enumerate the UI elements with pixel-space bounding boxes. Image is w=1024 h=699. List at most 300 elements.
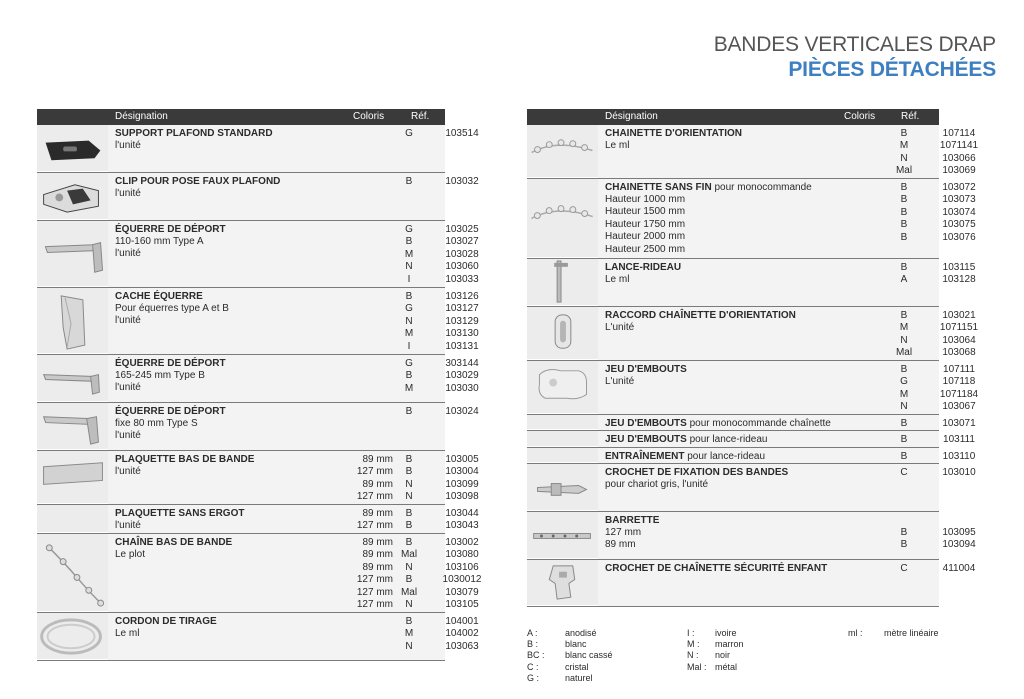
variant-reference: 103130 — [445, 328, 479, 340]
variant-reference: 103071 — [942, 418, 976, 429]
table-row — [37, 451, 479, 505]
variant-reference: 103072 — [942, 182, 976, 193]
variant-reference: 103032 — [445, 176, 479, 187]
item-description: 89 mm — [605, 539, 636, 551]
row-content — [598, 560, 976, 606]
variant-reference: 103060 — [445, 261, 479, 273]
slat-hook-icon — [527, 464, 598, 510]
item-title-text: PLAQUETTE SANS ERGOT — [115, 508, 245, 519]
variant-color-code: B — [900, 364, 908, 375]
variant-line — [108, 128, 479, 140]
item-description: Pour équerres type A et B — [115, 303, 229, 314]
variant-dimension: 89 mm — [362, 561, 393, 573]
variant-line — [598, 376, 976, 388]
variant-reference: 103080 — [445, 549, 479, 561]
legend-code: I : — [687, 628, 695, 638]
variant-reference: 103025 — [445, 224, 479, 235]
variant-color-code: M — [404, 382, 414, 394]
variant-reference: 103074 — [942, 206, 976, 218]
variant-dimension: 89 mm — [362, 508, 393, 519]
variant-line — [108, 315, 479, 328]
item-description: l'unité — [115, 315, 141, 327]
bottom-weight-plate-icon — [37, 451, 108, 503]
item-description: 127 mm — [605, 527, 642, 538]
variant-color-code: B — [900, 219, 908, 231]
header-coloris: Coloris — [353, 111, 385, 122]
item-description: Hauteur 1750 mm — [605, 218, 686, 230]
item-title-text: CROCHET DE FIXATION DES BANDES — [605, 467, 789, 478]
variant-color-code: N — [900, 401, 908, 413]
header-ref: Réf. — [901, 111, 920, 122]
variant-reference: 103064 — [942, 334, 976, 346]
pull-cord-icon — [37, 613, 108, 659]
item-description: Hauteur 1000 mm — [605, 194, 686, 205]
row-content — [108, 125, 479, 172]
item-description: 165-245 mm Type B — [115, 370, 205, 381]
variant-reference: 104001 — [445, 616, 479, 627]
variant-line — [108, 406, 479, 418]
item-description: Le plot — [115, 549, 146, 560]
variant-line — [598, 182, 976, 194]
table-row — [527, 361, 979, 415]
variant-color-code: B — [405, 520, 413, 532]
item-title-text: SUPPORT PLAFOND STANDARD — [115, 128, 273, 139]
variant-line — [598, 388, 979, 401]
variant-line — [598, 128, 976, 140]
row-content — [108, 288, 479, 354]
empty-thumbnail — [527, 448, 598, 462]
variant-reference: 103021 — [942, 310, 976, 321]
item-description: l'unité — [115, 188, 141, 199]
variant-reference: 103094 — [942, 539, 976, 551]
variant-line — [108, 454, 479, 466]
table-row — [37, 505, 479, 534]
false-ceiling-clip-icon — [37, 173, 108, 219]
variant-color-code: B — [900, 418, 908, 429]
legend-meaning: métal — [715, 661, 738, 672]
table-row — [37, 613, 479, 661]
variant-reference: 103128 — [942, 274, 976, 286]
variant-color-code: M — [899, 322, 909, 334]
empty-thumbnail — [527, 415, 598, 429]
variant-reference: 103063 — [445, 640, 479, 652]
variant-reference: 103004 — [445, 466, 479, 478]
row-content — [108, 451, 479, 504]
variant-color-code: B — [900, 231, 908, 243]
variant-reference: 103095 — [942, 527, 976, 538]
variant-line — [108, 508, 479, 520]
variant-line — [598, 434, 975, 446]
variant-color-code: G — [405, 224, 413, 235]
variant-line — [108, 358, 479, 370]
variant-reference: 103131 — [445, 340, 479, 352]
variant-color-code: B — [900, 194, 908, 206]
item-description: l'unité — [115, 430, 141, 442]
item-title-text: CHAINETTE D'ORIENTATION — [605, 128, 743, 139]
item-description: Le ml — [115, 628, 140, 639]
variant-line — [598, 274, 976, 286]
variant-color-code: G — [900, 376, 908, 388]
variant-reference: 103024 — [445, 406, 479, 417]
variant-line — [108, 628, 479, 640]
variant-dimension: 89 mm — [362, 537, 393, 548]
variant-line — [108, 291, 479, 303]
variant-line — [598, 334, 976, 347]
variant-reference: 411004 — [942, 563, 976, 574]
row-content — [598, 464, 976, 511]
variant-line — [108, 466, 479, 478]
table-row — [37, 125, 479, 173]
legend-code: A : — [527, 628, 538, 638]
row-content — [108, 355, 479, 402]
variant-color-code: B — [900, 182, 908, 193]
variant-color-code: C — [900, 563, 908, 574]
child-safety-hook-icon — [527, 560, 598, 605]
variant-reference: 103069 — [942, 165, 976, 177]
variant-reference: 1071151 — [939, 322, 979, 334]
variant-color-code: Mal — [895, 347, 913, 359]
variant-color-code: M — [899, 140, 909, 152]
legend-meaning: naturel — [565, 672, 593, 683]
variant-line — [108, 236, 479, 248]
item-title — [605, 515, 659, 526]
item-title-text: BARRETTE — [605, 515, 660, 526]
variant-color-code: N — [405, 261, 413, 273]
row-content — [598, 415, 976, 430]
variant-line — [108, 328, 479, 340]
variant-line — [598, 310, 976, 322]
item-title-text: ÉQUERRE DE DÉPORT — [115, 358, 226, 369]
item-description: Le ml — [605, 140, 630, 151]
item-description: fixe 80 mm Type S — [115, 418, 198, 429]
item-description: Le ml — [605, 274, 630, 285]
variant-reference: 103111 — [943, 434, 975, 445]
row-content — [108, 613, 479, 660]
legend-meaning: anodisé — [565, 628, 597, 638]
variant-reference: 104002 — [445, 628, 479, 640]
legend-meaning: marron — [715, 639, 744, 650]
chain-connector-icon — [527, 307, 598, 359]
variant-line — [108, 586, 479, 599]
variant-line — [598, 539, 976, 551]
variant-reference: 103030 — [445, 382, 479, 394]
row-content — [108, 534, 482, 612]
item-title-text: JEU D'EMBOUTS — [605, 418, 687, 429]
table-row — [527, 259, 976, 307]
variant-color-code: Mal — [400, 586, 418, 598]
variant-reference: 103099 — [445, 478, 479, 490]
table-row — [37, 534, 482, 613]
variant-color-code: N — [405, 315, 413, 327]
variant-reference: 103105 — [445, 599, 479, 610]
variant-color-code: B — [900, 310, 908, 321]
table-header — [37, 109, 445, 125]
variant-line — [598, 231, 976, 244]
variant-reference: 103010 — [942, 467, 976, 478]
variant-line — [598, 140, 979, 152]
variant-color-code: B — [900, 128, 908, 139]
legend-code: M : — [687, 639, 700, 650]
variant-color-code: B — [900, 527, 908, 538]
variant-color-code: N — [405, 491, 413, 503]
table-row — [527, 448, 976, 464]
variant-color-code: M — [404, 628, 414, 640]
catalog-subtitle: PIÈCES DÉTACHÉES — [788, 58, 996, 81]
variant-line — [598, 527, 976, 539]
item-description: Hauteur 2000 mm — [605, 231, 686, 243]
variant-color-code: B — [405, 291, 413, 302]
item-title-suffix: pour monocommande chaînette — [686, 418, 831, 429]
variant-reference: 103028 — [445, 248, 479, 260]
item-description: 110-160 mm Type A — [115, 236, 204, 247]
item-title-text: ÉQUERRE DE DÉPORT — [115, 224, 226, 235]
row-content — [108, 173, 479, 220]
variant-color-code: M — [899, 388, 909, 400]
table-row — [527, 415, 976, 431]
variant-line — [598, 467, 976, 479]
item-title-text: CLIP POUR POSE FAUX PLAFOND — [115, 176, 281, 187]
table-row — [37, 355, 479, 403]
variant-color-code: G — [405, 303, 413, 315]
variant-line — [108, 537, 479, 549]
item-title-text: ÉQUERRE DE DÉPORT — [115, 406, 226, 417]
table-row — [527, 560, 976, 607]
table-row — [37, 403, 479, 451]
item-title-text: JEU D'EMBOUTS — [605, 434, 687, 445]
variant-reference: 103068 — [942, 347, 976, 359]
legend-code: Mal : — [687, 661, 707, 672]
row-content — [598, 179, 976, 258]
legend-meaning: cristal — [565, 661, 589, 672]
variant-color-code: B — [405, 466, 413, 478]
variant-reference: 103044 — [445, 508, 479, 519]
table-row — [527, 125, 979, 179]
variant-color-code: B — [405, 537, 413, 548]
variant-color-code: B — [900, 539, 908, 551]
variant-reference: 1030012 — [442, 574, 482, 586]
item-description: L'unité — [605, 322, 635, 333]
variant-reference: 103129 — [445, 315, 479, 327]
bottom-chain-icon — [37, 534, 108, 611]
header-designation: Désignation — [115, 111, 168, 122]
variant-line — [108, 273, 479, 286]
variant-reference: 103067 — [942, 401, 976, 413]
variant-line — [108, 491, 479, 503]
variant-color-code: B — [900, 206, 908, 218]
variant-line — [598, 194, 976, 206]
variant-color-code: N — [900, 334, 908, 346]
row-content — [598, 307, 979, 360]
variant-color-code: N — [405, 478, 413, 490]
table-row — [527, 512, 976, 560]
variant-dimension: 127 mm — [356, 574, 393, 586]
row-content — [598, 431, 975, 447]
left-parts-table — [37, 109, 482, 661]
item-description: l'unité — [115, 466, 141, 477]
variant-color-code: I — [407, 340, 411, 352]
table-row — [37, 173, 479, 221]
end-caps-icon — [527, 361, 598, 413]
variant-color-code: B — [405, 370, 413, 382]
variant-reference: 103098 — [445, 491, 479, 503]
catalog-title: BANDES VERTICALES DRAP — [713, 33, 996, 56]
item-description: l'unité — [115, 520, 141, 531]
spacer-bar-icon — [527, 512, 598, 558]
item-title-text: RACCORD CHAÎNETTE D'ORIENTATION — [605, 310, 796, 321]
variant-line — [598, 364, 975, 376]
item-description: Hauteur 1500 mm — [605, 206, 686, 218]
variant-reference: 103005 — [445, 454, 479, 465]
right-parts-table — [527, 109, 979, 607]
legend-meaning: ivoire — [715, 628, 737, 638]
variant-reference: 103043 — [445, 520, 479, 532]
variant-color-code: B — [900, 262, 908, 273]
table-row — [527, 464, 976, 512]
variant-line — [108, 574, 482, 586]
variant-dimension: 127 mm — [356, 586, 393, 598]
ceiling-support-icon — [37, 125, 108, 171]
variant-dimension: 127 mm — [356, 466, 393, 478]
legend-meaning: mètre linéaire — [884, 628, 939, 638]
offset-bracket-b-icon — [37, 355, 108, 401]
legend-meaning: blanc — [565, 639, 587, 650]
plate-no-lug-icon — [37, 505, 108, 532]
legend-code: BC : — [527, 650, 545, 661]
variant-reference: 103106 — [445, 561, 479, 573]
variant-line — [598, 418, 976, 430]
item-title-suffix: pour lance-rideau — [684, 451, 766, 462]
variant-color-code: A — [900, 274, 908, 286]
variant-line — [108, 616, 479, 628]
variant-color-code: B — [405, 574, 413, 586]
variant-line — [108, 261, 479, 273]
item-title-suffix: pour lance-rideau — [686, 434, 768, 445]
item-title-suffix: pour monocommande — [711, 182, 812, 193]
empty-thumbnail — [527, 431, 598, 446]
item-description: pour chariot gris, l'unité — [605, 479, 709, 490]
variant-color-code: Mal — [895, 165, 913, 177]
variant-color-code: N — [900, 152, 908, 164]
variant-color-code: B — [405, 454, 413, 465]
variant-reference: 107111 — [943, 364, 975, 375]
item-title-text: CHAINETTE SANS FIN — [605, 182, 712, 193]
variant-color-code: B — [405, 406, 413, 417]
variant-reference: 103075 — [942, 219, 976, 231]
variant-line — [598, 563, 976, 575]
item-title-text: ENTRAÎNEMENT — [605, 451, 685, 462]
variant-line — [108, 561, 479, 574]
variant-line — [108, 176, 479, 188]
variant-dimension: 127 mm — [356, 599, 393, 610]
variant-line — [108, 382, 479, 395]
variant-reference: 103110 — [942, 451, 976, 462]
variant-line — [598, 451, 976, 463]
variant-reference: 103073 — [942, 194, 976, 206]
variant-color-code: B — [405, 236, 413, 248]
row-content — [598, 448, 976, 463]
variant-reference: 103066 — [942, 152, 976, 164]
variant-color-code: N — [405, 599, 413, 610]
table-row — [527, 179, 976, 259]
variant-reference: 103027 — [445, 236, 479, 248]
variant-line — [108, 370, 479, 382]
bracket-cover-icon — [37, 288, 108, 353]
legend-code: ml : — [848, 628, 863, 638]
curtain-wand-icon — [527, 259, 598, 305]
legend-code: N : — [687, 650, 699, 661]
variant-reference: 103514 — [445, 128, 479, 139]
variant-line — [598, 322, 979, 334]
header-coloris: Coloris — [844, 111, 876, 122]
variant-reference: 103127 — [445, 303, 479, 315]
variant-reference: 107114 — [942, 128, 976, 139]
variant-reference: 103033 — [445, 273, 479, 285]
variant-line — [108, 520, 479, 532]
variant-line — [598, 262, 976, 274]
variant-line — [598, 206, 976, 219]
variant-color-code: G — [405, 358, 413, 369]
offset-bracket-icon — [37, 221, 108, 286]
orientation-chain-icon — [527, 125, 598, 177]
variant-reference: 103002 — [445, 537, 479, 548]
legend-meaning: blanc cassé — [565, 650, 613, 661]
variant-color-code: N — [405, 640, 413, 652]
offset-bracket-s-icon — [37, 403, 108, 449]
item-title-text: CORDON DE TIRAGE — [115, 616, 217, 627]
variant-color-code: M — [404, 328, 414, 340]
variant-reference: 103126 — [445, 291, 479, 302]
table-header — [527, 109, 939, 125]
item-description: l'unité — [115, 382, 141, 394]
variant-color-code: G — [405, 128, 413, 139]
item-title-text: CROCHET DE CHAÎNETTE SÉCURITÉ ENFANT — [605, 563, 828, 574]
variant-line — [108, 248, 479, 261]
variant-dimension: 89 mm — [362, 454, 393, 465]
variant-line — [108, 340, 479, 353]
legend-meaning: noir — [715, 650, 731, 661]
table-row — [37, 221, 479, 288]
variant-line — [598, 347, 976, 359]
row-content — [598, 125, 979, 178]
item-title-text: CHAÎNE BAS DE BANDE — [115, 537, 233, 548]
variant-reference: 303144 — [445, 358, 479, 369]
variant-line — [598, 219, 976, 231]
item-description: Hauteur 2500 mm — [605, 243, 686, 255]
variant-color-code: I — [407, 273, 411, 285]
variant-reference: 103079 — [445, 586, 479, 598]
table-row — [527, 431, 975, 448]
item-title-text: CACHE ÉQUERRE — [115, 291, 203, 302]
row-content — [598, 361, 979, 414]
header-ref: Réf. — [411, 111, 430, 122]
variant-dimension: 89 mm — [362, 549, 393, 561]
variant-line — [598, 152, 976, 165]
variant-color-code: B — [900, 434, 908, 445]
row-content — [108, 505, 479, 533]
variant-color-code: C — [900, 467, 908, 478]
header-designation: Désignation — [605, 111, 658, 122]
table-row — [37, 288, 479, 355]
item-description: L'unité — [605, 376, 635, 387]
variant-line — [108, 224, 479, 236]
variant-color-code: B — [405, 176, 413, 187]
legend-code: C : — [527, 661, 539, 672]
item-title-text: JEU D'EMBOUTS — [605, 364, 687, 375]
variant-dimension: 127 mm — [356, 491, 393, 503]
variant-line — [108, 599, 479, 611]
variant-line — [598, 165, 976, 177]
item-description: l'unité — [115, 248, 141, 260]
